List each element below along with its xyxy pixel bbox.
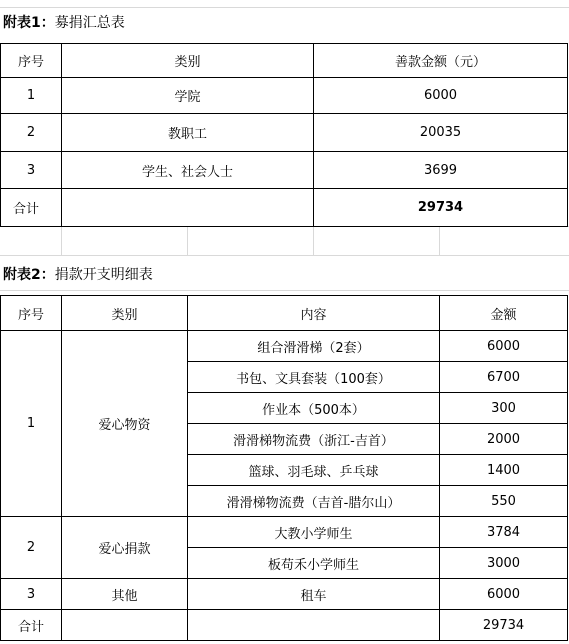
row-category: 教职工 bbox=[62, 114, 314, 152]
table2-title-bold: 附表2 bbox=[3, 267, 41, 283]
header-amount: 金额 bbox=[440, 296, 568, 331]
table-row bbox=[1, 579, 568, 610]
row-amount: 3699 bbox=[314, 152, 568, 189]
table2-title-colon: ： bbox=[40, 267, 55, 283]
total-label: 合计 bbox=[1, 610, 62, 641]
row-category: 学生、社会人士 bbox=[62, 152, 314, 189]
row-amount: 20035 bbox=[314, 114, 568, 152]
table1-title-colon: ： bbox=[40, 15, 55, 31]
item-amount: 2000 bbox=[440, 424, 568, 455]
total-empty bbox=[188, 610, 440, 641]
item-content: 组合滑滑梯（2套） bbox=[188, 331, 440, 362]
table1-title-text: 募捐汇总表 bbox=[54, 15, 125, 31]
total-label: 合计 bbox=[1, 189, 62, 227]
item-content: 作业本（500本） bbox=[188, 393, 440, 424]
item-amount: 6000 bbox=[440, 579, 568, 610]
header-category: 类别 bbox=[62, 296, 188, 331]
row-amount: 6000 bbox=[314, 78, 568, 114]
row-no: 3 bbox=[1, 152, 62, 189]
group-category: 爱心捐款 bbox=[62, 517, 188, 579]
item-amount: 6000 bbox=[440, 331, 568, 362]
table-row bbox=[1, 78, 568, 114]
item-amount: 3000 bbox=[440, 548, 568, 579]
item-content: 滑滑梯物流费（浙江-吉首） bbox=[188, 424, 440, 455]
table-total-row bbox=[1, 610, 568, 641]
gridline bbox=[0, 255, 569, 256]
header-no: 序号 bbox=[1, 296, 62, 331]
group-no: 2 bbox=[1, 517, 62, 579]
table-row bbox=[1, 114, 568, 152]
table-header-row bbox=[1, 296, 568, 331]
group-no: 1 bbox=[1, 331, 62, 517]
item-content: 篮球、羽毛球、乒乓球 bbox=[188, 455, 440, 486]
header-content: 内容 bbox=[188, 296, 440, 331]
item-amount: 1400 bbox=[440, 455, 568, 486]
table2-title bbox=[3, 264, 153, 284]
row-no: 2 bbox=[1, 114, 62, 152]
table2-title-text: 捐款开支明细表 bbox=[54, 267, 153, 283]
table-row bbox=[1, 331, 568, 362]
header-amount: 善款金额（元） bbox=[314, 44, 568, 78]
item-content: 滑滑梯物流费（吉首-腊尔山） bbox=[188, 486, 440, 517]
table-row bbox=[1, 517, 568, 548]
table-row bbox=[1, 152, 568, 189]
donation-summary-table bbox=[0, 43, 568, 227]
table-header-row bbox=[1, 44, 568, 78]
gridline bbox=[61, 226, 62, 255]
table-total-row bbox=[1, 189, 568, 227]
row-category: 学院 bbox=[62, 78, 314, 114]
expenditure-detail-table bbox=[0, 295, 568, 641]
group-category: 爱心物资 bbox=[62, 331, 188, 517]
item-content: 大教小学师生 bbox=[188, 517, 440, 548]
total-empty bbox=[62, 610, 188, 641]
item-amount: 6700 bbox=[440, 362, 568, 393]
group-no: 3 bbox=[1, 579, 62, 610]
table1-title bbox=[3, 12, 125, 32]
item-content: 板苟禾小学师生 bbox=[188, 548, 440, 579]
gridline bbox=[313, 226, 314, 255]
gridline bbox=[0, 7, 569, 8]
header-no: 序号 bbox=[1, 44, 62, 78]
row-no: 1 bbox=[1, 78, 62, 114]
gridline bbox=[439, 226, 440, 255]
item-amount: 3784 bbox=[440, 517, 568, 548]
item-content: 租车 bbox=[188, 579, 440, 610]
group-category: 其他 bbox=[62, 579, 188, 610]
total-value: 29734 bbox=[440, 610, 568, 641]
table1-title-bold: 附表1 bbox=[3, 15, 41, 31]
gridline bbox=[187, 226, 188, 255]
header-category: 类别 bbox=[62, 44, 314, 78]
total-value: 29734 bbox=[314, 189, 568, 227]
total-empty bbox=[62, 189, 314, 227]
gridline bbox=[0, 290, 569, 291]
item-amount: 300 bbox=[440, 393, 568, 424]
item-content: 书包、文具套装（100套） bbox=[188, 362, 440, 393]
item-amount: 550 bbox=[440, 486, 568, 517]
